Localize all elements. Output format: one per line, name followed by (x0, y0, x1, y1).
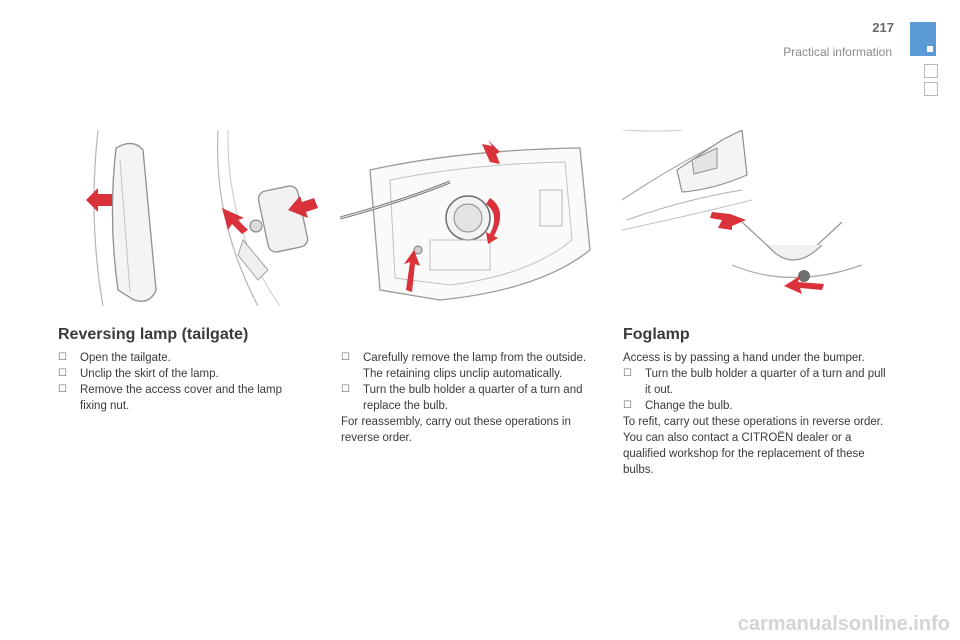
checkbox-icon: ☐ (58, 368, 67, 379)
list-item: ☐ Unclip the skirt of the lamp. (58, 368, 219, 380)
illustration-foglamp (622, 130, 892, 306)
checkbox-icon: ☐ (623, 400, 632, 411)
contact-note: You can also contact a CITROËN dealer or a qualified workshop for the replacement of these bulbs. (623, 432, 865, 476)
tab-dot (927, 46, 933, 52)
foglamp-intro: Access is by passing a hand under the bumper. (623, 352, 865, 364)
foglamp-instructions (623, 350, 891, 478)
checkbox-icon: ☐ (341, 352, 350, 363)
section-title-foglamp: Foglamp (623, 326, 690, 343)
checkbox-icon: ☐ (623, 368, 632, 379)
chapter-tab-empty (924, 64, 938, 78)
illustration-lamp-skirt (58, 130, 318, 306)
list-item: ☐ Change the bulb. (623, 400, 733, 412)
list-item: ☐ Carefully remove the lamp from the outside. The retaining clips unclip automatically. (341, 352, 587, 380)
section-label: Practical information (783, 45, 892, 59)
chapter-tab-empty (924, 82, 938, 96)
page-number: 217 (872, 20, 894, 35)
checkbox-icon: ☐ (58, 352, 67, 363)
reassembly-note: For reassembly, carry out these operations in reverse order. (341, 416, 571, 444)
refit-note: To refit, carry out these operations in reverse order. (623, 416, 884, 428)
list-item: ☐ Remove the access cover and the lamp fixing nut. (58, 384, 282, 412)
section-title-reversing-lamp: Reversing lamp (tailgate) (58, 326, 249, 343)
illustration-bulb-holder (340, 140, 596, 306)
list-item: ☐ Turn the bulb holder a quarter of a turn and replace the bulb. (341, 384, 583, 412)
reversing-steps-left (58, 350, 308, 414)
checkbox-icon: ☐ (58, 384, 67, 395)
watermark: carmanualsonline.info (737, 613, 950, 635)
checkbox-icon: ☐ (341, 384, 350, 395)
list-item: ☐ Open the tailgate. (58, 352, 171, 364)
reversing-steps-right (341, 350, 603, 446)
list-item: ☐ Turn the bulb holder a quarter of a turn and pull it out. (623, 368, 886, 396)
chapter-tab-active (910, 22, 936, 56)
